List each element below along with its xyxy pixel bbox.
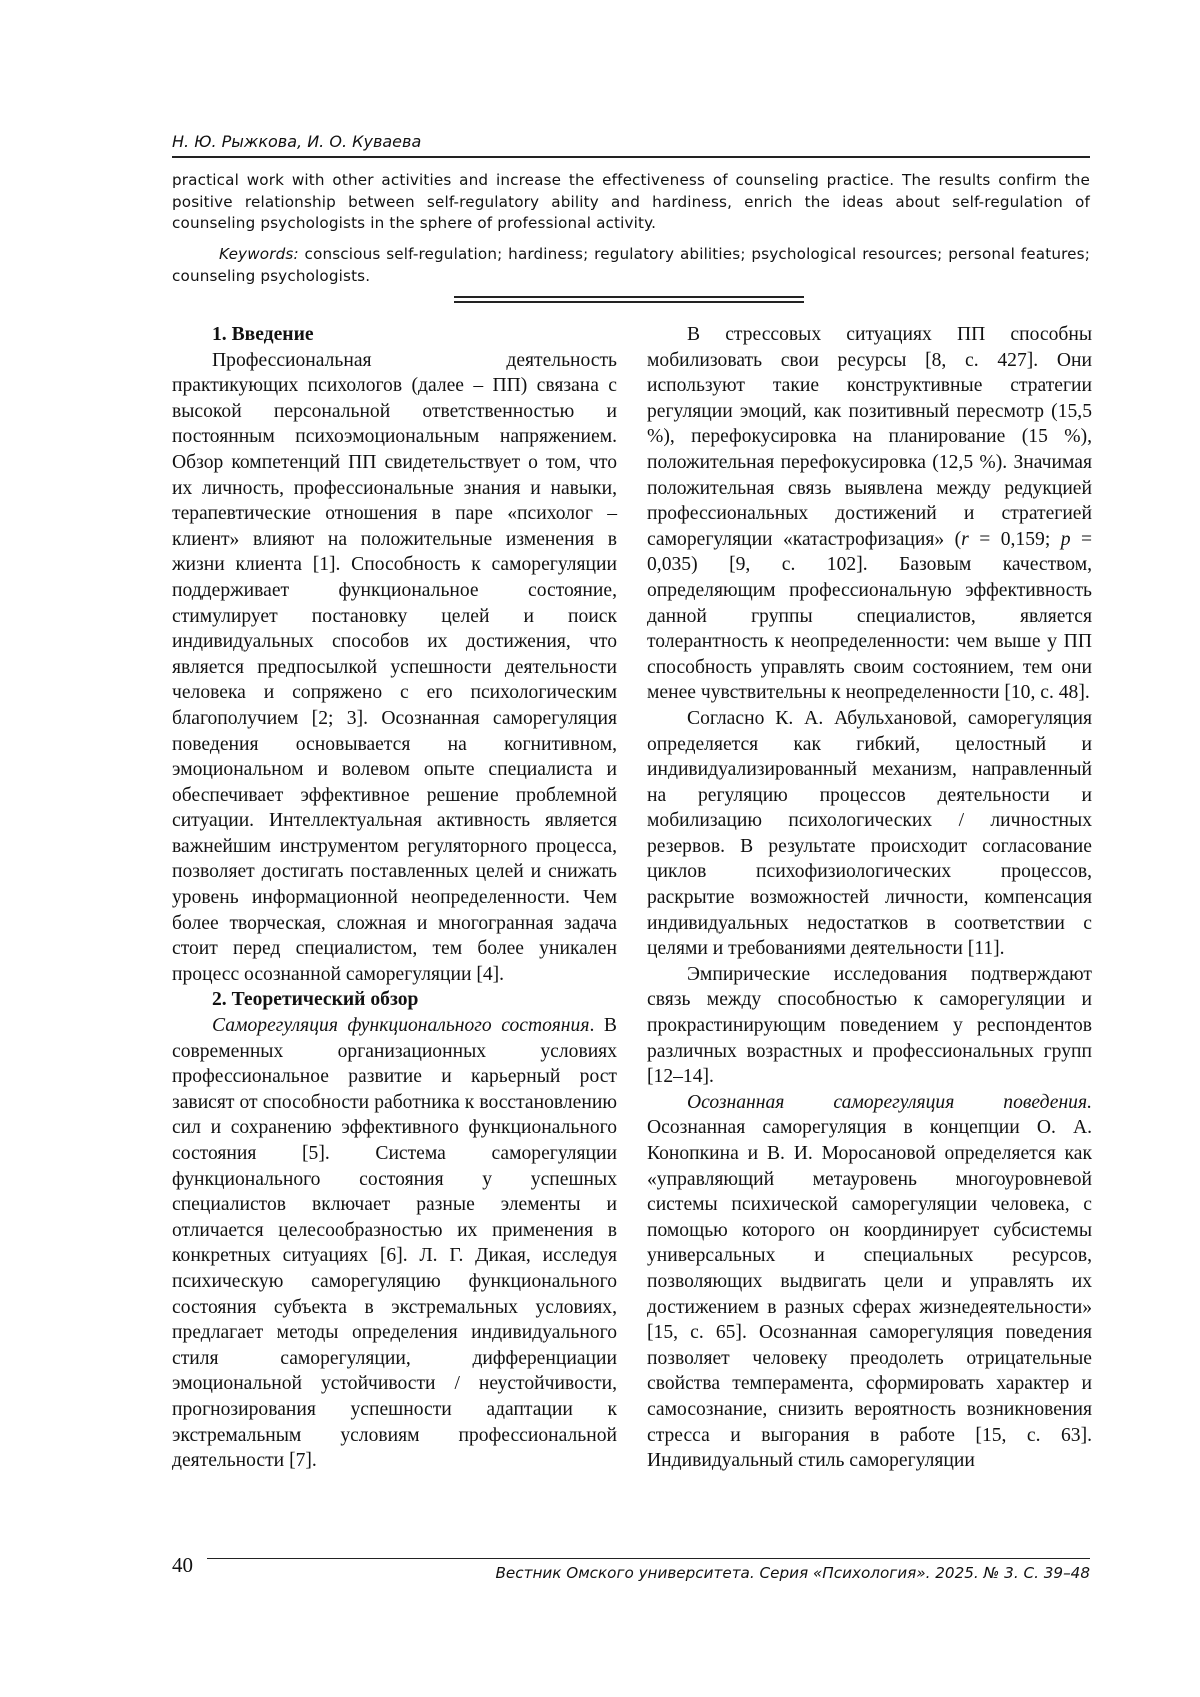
- stress-paragraph-part-a: В стрессовых ситуациях ПП способны мобилизовать свои ресурсы [8, с. 427]. Они используют такие конструктивные стратегии регуляции эмоций, как позитивный пересмотр (15,5 %), перефокусировка на планирование (15 %), положительная перефокусировка (12,5 %). Значимая положительная связь выявлена между редукцией профессиональных достижений и стратегией саморегуляции «катастрофизация» (: [647, 324, 1092, 550]
- keywords-block: [172, 244, 1090, 287]
- journal-citation: Вестник Омского университета. Серия «Психология». 2025. № 3. С. 39–48: [495, 1564, 1090, 1582]
- empirical-paragraph: Эмпирические исследования подтверждают связь между способностью к саморегуляции и прокрастинирующим поведением у респондентов различных возрастных и профессиональных групп [12–14].: [647, 963, 1092, 1088]
- stat-p-symbol: p: [1060, 528, 1071, 550]
- conscious-regulation-text: Осознанная саморегуляция в концепции О. А. Конопкина и В. И. Моросановой определяется как «управляющий метауровень многоуровневой системы психической саморегуляции человека, с помощью которого он координирует субсистемы универсальных и специальных ресурсов, позволяющих выдвигать цели и управлять их достижением в разных сферах жизнедеятельности» [15, с. 65]. Осознанная саморегуляция поведения позволяет человеку преодолеть отрицательные свойства темперамента, сформировать характер и самосознание, снизить вероятность возникновения стресса и выгорания в работе [15, с. 63]. Индивидуальный стиль саморегуляции: [647, 1117, 1092, 1472]
- stat-r-symbol: r: [961, 528, 969, 550]
- abstract-text: practical work with other activities and increase the effectiveness of counseling practice. The results confirm the positive relationship between self-regulatory ability and hardiness, enrich the ideas about self-regulation of counseling psychologists in the sphere of professional activity.: [172, 171, 1090, 232]
- stress-paragraph: [647, 322, 1092, 706]
- conscious-regulation-lead: Осознанная саморегуляция поведения.: [687, 1091, 1092, 1113]
- section-heading-introduction: 1. Введение: [212, 324, 314, 345]
- stress-paragraph-part-b: = 0,159;: [968, 528, 1061, 550]
- abulkhanova-paragraph: Согласно К. А. Абульхановой, саморегуляция определяется как гибкий, целостный и индивидуализированный механизм, направленный на регуляцию процессов деятельности и мобилизацию психологических / личностных резервов. В результате происходит согласование циклов психофизиологических процессов, раскрытие возможностей личности, компенсация индивидуальных недостатков в соответствии с целями и требованиями деятельности [11].: [647, 707, 1092, 960]
- header-rule: [172, 156, 1090, 158]
- section-divider: [454, 296, 804, 303]
- introduction-paragraph: Профессиональная деятельность практикующих психологов (далее – ПП) связана с высокой персональной ответственностью и постоянным психоэмоциональным напряжением. Обзор компетенций ПП свидетельствует о том, что их личность, профессиональные знания и навыки, терапевтические отношения в паре «психолог – клиент» влияют на положительные изменения в жизни клиента [1]. Способность к саморегуляции поддерживает функциональное состояние, стимулирует постановку целей и поиск индивидуальных способов их достижения, что является предпосылкой успешности деятельности человека и сопряжено с его психологическим благополучием [2; 3]. Осознанная саморегуляция поведения основывается на когнитивном, эмоциональном и волевом опыте специалиста и обеспечивает эффективное решение проблемной ситуации. Интеллектуальная активность является важнейшим инструментом регуляторного процесса, позволяет достигать поставленных целей и снижать уровень информационной неопределенности. Чем более творческая, сложная и многогранная задача стоит перед специалистом, тем более уникален процесс осознанной саморегуляции [4].: [172, 349, 617, 985]
- stress-paragraph-part-c: = 0,035) [9, с. 102]. Базовым качеством, определяющим профессиональную эффективность данной группы специалистов, является толерантность к неопределенности: чем выше у ПП способность управлять своим состоянием, тем они менее чувствительны к неопределенности [10, с. 48].: [647, 528, 1093, 704]
- running-head-authors: Н. Ю. Рыжкова, И. О. Куваева: [172, 132, 422, 151]
- keywords-text: conscious self-regulation; hardiness; regulatory abilities; psychological resources; personal features; counseling psychologists.: [172, 245, 1090, 285]
- theory-paragraph: [172, 1013, 617, 1474]
- keywords-label: Keywords:: [219, 245, 299, 263]
- divider-line-bottom: [454, 301, 804, 303]
- right-column: [647, 322, 1092, 1474]
- footer-rule: [207, 1558, 1090, 1559]
- theory-lead-term: Саморегуляция функционального состояния: [212, 1015, 590, 1037]
- conscious-regulation-paragraph: [647, 1090, 1092, 1474]
- divider-line-top: [454, 296, 804, 298]
- page-number: 40: [172, 1553, 193, 1577]
- section-heading-theory: 2. Теоретический обзор: [212, 989, 419, 1011]
- left-column: [172, 322, 617, 1474]
- theory-paragraph-text: . В современных организационных условиях профессиональное развитие и карьерный рост зависят от способности работника к восстановлению сил и сохранению эффективного функционального состояния [5]. Система саморегуляции функционального состояния у успешных специалистов включает разные элементы и отличается целесообразностью их применения в конкретных ситуациях [6]. Л. Г. Дикая, исследуя психическую саморегуляцию функционального состояния субъекта в экстремальных условиях, предлагает методы определения индивидуального стиля саморегуляции, дифференциации эмоциональной устойчивости / неустойчивости, прогнозирования успешности адаптации к экстремальным условиям профессиональной деятельности [7].: [172, 1015, 617, 1472]
